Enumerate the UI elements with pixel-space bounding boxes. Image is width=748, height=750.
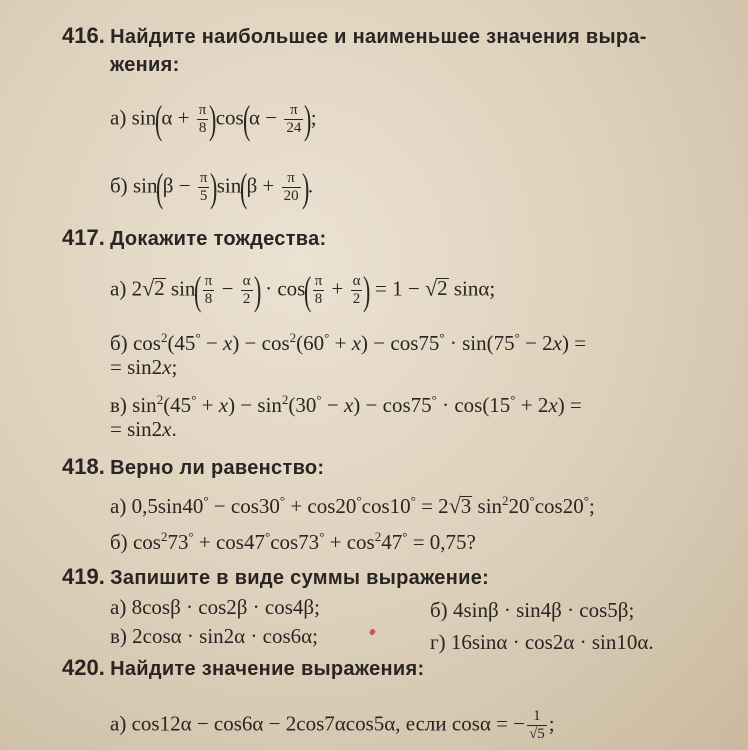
item-label: в) [110,393,127,417]
problem-419-a: а) 8cosβ · cos2β · cos4β; [110,595,320,619]
problem-418-b: б) $\cos^273^\circ + \cos 47^\circ\cos 73^\circ + \cos^247^\circ = 0,75$? [110,529,476,554]
problem-418-heading [62,455,324,480]
item-label: а) [110,494,127,518]
item-label: б) [110,530,128,554]
item-label: а) [110,105,127,130]
problem-416-heading-cont [110,52,180,77]
problem-420-heading [62,656,424,681]
problem-heading: Запишите в виде суммы выражение: [110,567,490,589]
problem-417-heading [62,226,327,251]
item-label: а) [110,595,127,619]
problem-heading: Найдите значение выражения: [110,658,425,680]
item-label: а) [110,276,127,301]
problem-number: 418. [62,454,105,479]
item-label: а) [110,711,127,736]
item-label: б) [110,331,128,355]
problem-417-b-line1: б) $\cos^2(45^\circ - x) - \cos^2(60^\circ + x) - \cos 75^\circ \cdot \sin(75^\circ - 2x)$ = [110,330,587,355]
problem-419-b: б) 4sinβ · sin4β · cos5β; [430,598,635,622]
problem-number: 417. [62,225,105,250]
problem-heading: Верно ли равенство: [110,457,325,479]
item-label: б) [110,173,128,198]
item-label: г) [430,630,446,654]
problem-417-a: а) 2√2 sin( $\frac{\pi}{8}$ − $\frac{\alpha}{2}$ ) · cos( $\frac{\pi}{8}$ + $\frac{\alpha}{2}$ ) = 1 − √2 sinα; [110,267,496,313]
item-label: б) [430,598,448,622]
problem-heading: Найдите наибольшее и наименьшее значения выра- [110,26,647,48]
problem-418-a: а) 0,5sin40° − cos30° + cos20°cos10° = 2√3 $\sin^220^\circ\cos 20^\circ$; [110,493,595,518]
problem-416-b: б) sin(β − $\frac{\pi}{5}$ )sin(β + $\frac{\pi}{20}$ ). [110,164,314,210]
problem-419-heading [62,565,489,590]
problem-417-b-line2: = sin2x; [110,355,178,379]
problem-417-c-line1: в) $\sin^2(45^\circ + x) - \sin^2(30^\circ - x) - \cos 75^\circ \cdot \cos(15^\circ + 2x)$ = [110,392,582,417]
red-ink-mark [369,628,377,636]
problem-419-d: г) 16sinα · cos2α · sin10α. [430,630,654,654]
problem-419-c: в) 2cosα · sin2α · cos6α; [110,624,318,648]
problem-number: 419. [62,564,105,589]
problem-417-c-line2: = sin2x. [110,417,177,441]
item-label: в) [110,624,127,648]
problem-number: 416. [62,23,105,48]
problem-420-a: а) cos12α − cos6α − 2cos7αcos5α, если cosα = − $\frac{1}{√5}$ ; [110,708,555,742]
problem-416-heading [62,24,647,49]
problem-heading: Докажите тождества: [110,228,327,250]
problem-heading-cont: жения: [110,54,180,76]
problem-number: 420. [62,655,105,680]
problem-416-a: а) sin(α + $\frac{\pi}{8}$ )cos(α − $\frac{\pi}{24}$ ); [110,96,317,142]
